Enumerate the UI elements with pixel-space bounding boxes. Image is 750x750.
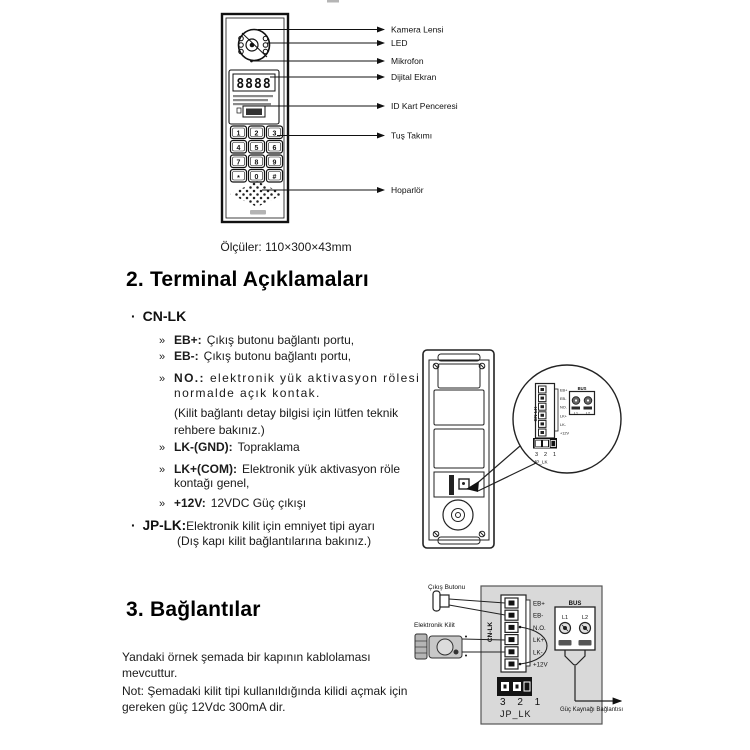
power-supply-label: Güç Kaynağı Bağlantısı	[560, 707, 624, 713]
rear-pin-strip	[449, 475, 454, 495]
key-4: 4	[236, 144, 241, 152]
wiring-pin-lk-minus: LK-	[533, 649, 543, 657]
exit-button-label: Çıkış Butonu	[428, 584, 466, 591]
microphone-hole-icon	[250, 60, 253, 63]
bullet-dot: ·	[131, 517, 136, 533]
callout-bus-l1: L1	[574, 411, 578, 416]
label-speaker: Hoparlör	[391, 185, 424, 195]
list-note-line: rehbere bakınız.)	[174, 423, 265, 437]
key-9: 9	[272, 159, 277, 167]
key-2: 2	[254, 130, 259, 138]
sub-marker: »	[159, 335, 166, 347]
key-star: *	[237, 174, 240, 182]
para-line-1: Yandaki örnek şemada bir kapının kablolaması	[122, 650, 371, 664]
key-5: 5	[254, 144, 259, 152]
key-3: 3	[272, 130, 277, 138]
wiring-jumper-label: JP_LK	[500, 709, 532, 719]
list-item-cn-lk	[131, 308, 186, 326]
callout-connector-label: CN-LK	[534, 406, 539, 422]
wiring-pin-lk-plus: LK+	[533, 637, 545, 645]
list-item-lk-com: » LK+(COM): Elektronik yük aktivasyon röle	[159, 462, 401, 476]
callout-pin-lk-plus: LK+	[560, 414, 567, 419]
wiring-pin-eb-minus: EB-	[533, 612, 544, 620]
key-hash: #	[272, 173, 277, 181]
para-line-2: mevcuttur.	[122, 666, 178, 680]
list-item-no: » NO.: elektronik yük aktivasyon rölesi	[159, 371, 421, 385]
para-line-3: Not: Şemadaki kilit tipi kullanıldığında kilidi açmak için	[122, 684, 408, 698]
wiring-pin-12v: +12V	[533, 661, 548, 669]
sub-marker: »	[159, 442, 166, 454]
list-cont-line: normalde açık kontak.	[174, 386, 321, 400]
callout-pin-lk-minus: LK-	[560, 422, 566, 427]
list-item-eb-plus: » EB+: Çıkış butonu bağlantı portu,	[159, 333, 355, 347]
list-item-lk-gnd: » LK-(GND): Topraklama	[159, 440, 300, 454]
section-2-title: 2. Terminal Açıklamaları	[126, 268, 369, 291]
cn-lk-heading: CN-LK	[142, 308, 187, 324]
wiring-pin-eb-plus: EB+	[533, 600, 545, 608]
page-top-artifact	[327, 0, 339, 3]
label-id-card-window: ID Kart Penceresi	[391, 101, 458, 111]
wiring-jumper-pins: 3 2 1	[500, 697, 545, 708]
display-value: 8888	[236, 77, 272, 92]
callout-pin-12v: +12V	[560, 431, 569, 436]
electronic-lock-label: Elektronik Kilit	[414, 622, 455, 629]
key-6: 6	[272, 144, 277, 152]
callout-bus-l2: L2	[586, 411, 590, 416]
sub-marker: »	[159, 373, 166, 385]
key-8: 8	[254, 159, 259, 167]
sub-marker: »	[159, 464, 166, 476]
label-led: LED	[391, 38, 408, 48]
label-keypad: Tuş Takımı	[391, 130, 433, 141]
key-1: 1	[236, 130, 241, 138]
section-3-title: 3. Bağlantılar	[126, 598, 261, 621]
para-line-4: gereken güç 12Vdc 300mA dir.	[122, 700, 286, 714]
key-7: 7	[236, 159, 241, 167]
label-digital-display: Dijital Ekran	[391, 72, 437, 82]
list-cont-line: kontağı genel,	[174, 476, 250, 490]
front-panel-diagram	[222, 14, 288, 222]
wiring-bus-l2: L2	[581, 615, 589, 621]
sub-marker: »	[159, 498, 166, 510]
wiring-diagram	[414, 584, 623, 724]
wiring-connector-label: CN-LK	[487, 621, 494, 643]
brand-mark	[250, 210, 266, 215]
wiring-pin-no: N.O.	[533, 624, 546, 632]
callout-jumper-pins: 3 2 1	[535, 452, 559, 458]
list-item-12v: » +12V: 12VDC Güç çıkışı	[159, 496, 307, 510]
list-item-eb-minus: » EB-: Çıkış butonu bağlantı portu,	[159, 349, 352, 363]
callout-jumper-label: JP_LK	[534, 459, 548, 465]
wiring-bus-l1: L1	[561, 615, 569, 621]
callout-bus-label: BUS	[577, 386, 587, 391]
rear-panel-diagram	[423, 350, 494, 548]
sub-marker: »	[159, 351, 166, 363]
callout-pin-eb-plus: EB+	[560, 388, 568, 393]
wiring-bus-block	[555, 601, 595, 650]
dimensions-note: Ölçüler: 110×300×43mm	[220, 240, 352, 254]
list-item-jp-lk: · JP-LK:Elektronik kilit için emniyet tipi ayarı	[131, 517, 375, 533]
wiring-bus-label: BUS	[568, 601, 582, 607]
key-0: 0	[254, 173, 259, 181]
callout-pin-no: NO.	[560, 405, 567, 410]
label-microphone: Mikrofon	[391, 56, 424, 66]
label-camera-lens: Kamera Lensi	[391, 24, 444, 35]
callout-pin-eb-minus: EB-	[560, 397, 567, 402]
list-note-line: (Kilit bağlantı detay bilgisi için lütfen teknik	[174, 406, 399, 420]
bullet-dot: ·	[131, 308, 136, 324]
jp-lk-note: (Dış kapı kilit bağlantılarına bakınız.)	[177, 534, 372, 548]
